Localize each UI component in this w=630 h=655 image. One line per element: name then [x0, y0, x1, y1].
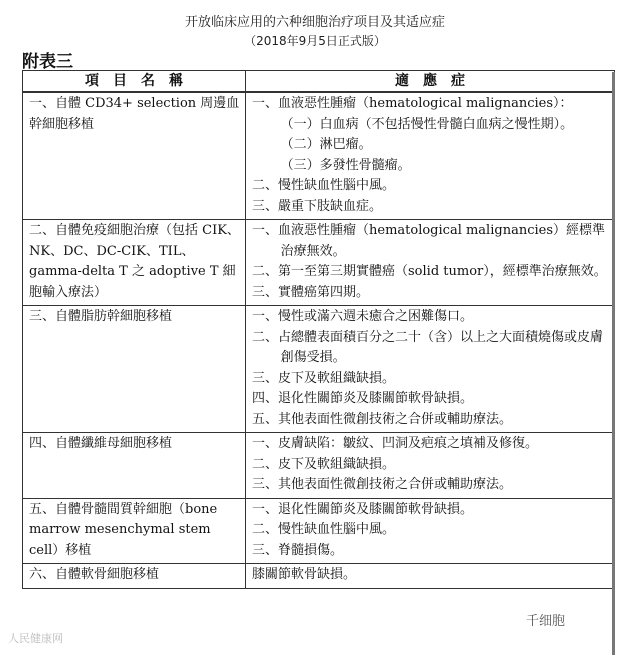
indication-item: 一、退化性關節炎及膝關節軟骨缺損。 [252, 501, 474, 517]
indications-cell [246, 92, 615, 220]
indication-item: 四、退化性關節炎及膝關節軟骨缺損。 [252, 391, 474, 406]
table-row [23, 306, 615, 433]
indication-item: 二、占總體表面積百分之二十（含）以上之大面積燒傷或皮膚創傷受損。 [252, 329, 604, 365]
table-row [23, 220, 615, 306]
indications-cell [246, 306, 615, 433]
watermark-site: 人民健康网 [8, 632, 63, 645]
indication-item: 二、慢性缺血性腦中風。 [252, 178, 396, 193]
indication-item: 三、其他表面性微創技術之合併或輔助療法。 [252, 477, 513, 492]
scrollbar-edge [612, 72, 615, 655]
indication-item: 三、脊髓損傷。 [252, 542, 344, 558]
header-item-name: 項 目 名 稱 [23, 71, 246, 93]
therapy-name: 四、自體纖維母細胞移植 [23, 433, 246, 499]
indication-item: 二、第一至第三期實體癌（solid tumor），經標準治療無效。 [252, 264, 607, 279]
indications-cell [246, 220, 615, 306]
table-row [23, 92, 615, 220]
table-row [23, 433, 615, 499]
indication-item: 三、皮下及軟組織缺損。 [252, 370, 396, 386]
indication-item: 一、慢性或滿六週未癒合之困難傷口。 [252, 309, 474, 324]
indications-cell [246, 498, 615, 564]
therapy-name: 二、自體免疫細胞治療（包括 CIK、NK、DC、DC-CIK、TIL、gamma-delta T 之 adoptive T 細胞輸入療法） [23, 220, 246, 306]
indications-cell [246, 564, 615, 589]
table-row [23, 564, 615, 589]
therapy-name: 三、自體脂肪幹細胞移植 [23, 306, 246, 433]
indication-item: （三）多發性骨髓瘤。 [280, 157, 411, 173]
indication-item: 一、血液惡性腫瘤（hematological malignancies）經標準治療無效。 [252, 223, 605, 259]
indication-item: 一、血液惡性腫瘤（hematological malignancies）： [252, 96, 573, 111]
therapy-name: 六、自體軟骨細胞移植 [23, 564, 246, 589]
table-body [23, 92, 615, 588]
indication-item: （二）淋巴瘤。 [280, 137, 372, 152]
indication-item: 二、慢性缺血性腦中風。 [252, 522, 396, 537]
therapy-name: 一、自體 CD34+ selection 周邊血幹細胞移植 [23, 92, 246, 220]
appendix-label: 附表三 [22, 52, 73, 72]
watermark-logo: 千细胞 [526, 614, 566, 629]
page-title: 开放临床应用的六种细胞治疗项目及其适应症 [184, 15, 445, 30]
page-subtitle: （2018年9月5日正式版） [244, 34, 386, 48]
indication-item: 五、其他表面性微創技術之合併或輔助療法。 [252, 411, 513, 427]
indication-item: 三、實體癌第四期。 [252, 284, 370, 300]
indication-item: 二、皮下及軟組織缺損。 [252, 456, 396, 472]
indication-item: 三、嚴重下肢缺血症。 [252, 198, 383, 214]
table-row [23, 498, 615, 564]
indication-item: 一、皮膚缺陷：皺紋、凹洞及疤痕之填補及修復。 [252, 436, 539, 451]
indications-table [22, 70, 615, 589]
indication-item: 膝關節軟骨缺損。 [252, 567, 357, 582]
table-header-row [23, 71, 615, 93]
therapy-name: 五、自體骨髓間質幹細胞（bone marrow mesenchymal stem cell）移植 [23, 498, 246, 564]
indication-item: （一）白血病（不包括慢性骨髓白血病之慢性期）。 [280, 116, 574, 132]
header-indications: 適 應 症 [246, 71, 615, 93]
indications-cell [246, 433, 615, 499]
